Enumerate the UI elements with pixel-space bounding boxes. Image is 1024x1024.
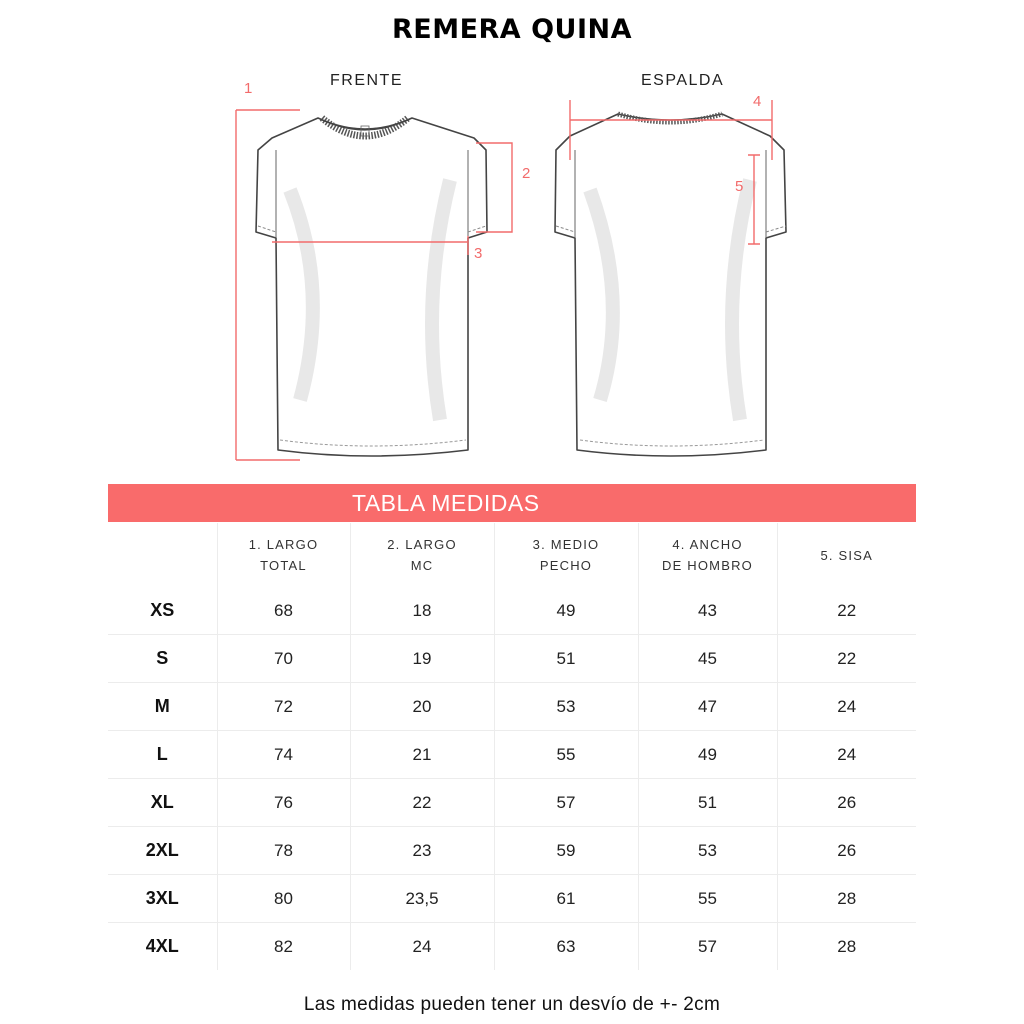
largo-mc-value: 20	[350, 683, 494, 731]
sisa-value: 22	[777, 635, 916, 683]
medio-pecho-value: 63	[494, 923, 638, 971]
largo-total-value: 80	[217, 875, 350, 923]
sisa-value: 26	[777, 827, 916, 875]
medio-pecho-value: 53	[494, 683, 638, 731]
table-header-row	[108, 523, 916, 587]
size-label: L	[156, 744, 168, 764]
back-view-label: ESPALDA	[641, 72, 725, 89]
header-ancho-hombro: 4. ANCHO DE HOMBRO	[638, 523, 777, 587]
header-size	[108, 523, 217, 587]
largo-total-value: 70	[217, 635, 350, 683]
sisa-value: 24	[777, 731, 916, 779]
table-banner	[108, 484, 916, 522]
tshirt-diagram	[0, 0, 1024, 480]
largo-total-value: 68	[217, 587, 350, 635]
marker-3: 3	[474, 245, 483, 262]
header-sisa: 5. SISA	[777, 523, 916, 587]
ancho-hombro-value: 55	[638, 875, 777, 923]
marker-4: 4	[753, 93, 762, 110]
sisa-value: 24	[777, 683, 916, 731]
largo-mc-value: 18	[350, 587, 494, 635]
header-largo-mc: 2. LARGO MC	[350, 523, 494, 587]
table-row	[108, 731, 916, 779]
tolerance-footnote: Las medidas pueden tener un desvío de +- 2cm	[303, 994, 721, 1015]
back-tshirt-drawing	[555, 114, 786, 456]
largo-mc-value: 23	[350, 827, 494, 875]
size-label: S	[156, 648, 169, 668]
size-label: XS	[150, 600, 175, 620]
header-medio-pecho: 3. MEDIO PECHO	[494, 523, 638, 587]
largo-total-value: 74	[217, 731, 350, 779]
size-label: 4XL	[145, 936, 179, 956]
medio-pecho-value: 57	[494, 779, 638, 827]
size-label: 2XL	[145, 840, 179, 860]
marker-1: 1	[244, 80, 253, 97]
sisa-value: 26	[777, 779, 916, 827]
sisa-value: 28	[777, 923, 916, 971]
table-row	[108, 827, 916, 875]
medio-pecho-value: 55	[494, 731, 638, 779]
size-label: 3XL	[145, 888, 179, 908]
size-label: M	[154, 696, 170, 716]
ancho-hombro-value: 45	[638, 635, 777, 683]
table-row	[108, 683, 916, 731]
table-row	[108, 635, 916, 683]
table-row	[108, 779, 916, 827]
medio-pecho-value: 49	[494, 587, 638, 635]
medio-pecho-value: 61	[494, 875, 638, 923]
size-label: XL	[150, 792, 174, 812]
largo-mc-value: 23,5	[350, 875, 494, 923]
ancho-hombro-value: 49	[638, 731, 777, 779]
ancho-hombro-value: 51	[638, 779, 777, 827]
ancho-hombro-value: 43	[638, 587, 777, 635]
page-title: REMERA QUINA	[391, 14, 633, 45]
size-table	[108, 523, 916, 970]
largo-mc-value: 24	[350, 923, 494, 971]
table-row	[108, 587, 916, 635]
largo-mc-value: 21	[350, 731, 494, 779]
header-largo-total: 1. LARGO TOTAL	[217, 523, 350, 587]
table-banner-title: TABLA MEDIDAS	[352, 490, 540, 516]
table-row	[108, 923, 916, 971]
front-view-label: FRENTE	[330, 72, 403, 89]
medio-pecho-value: 59	[494, 827, 638, 875]
ancho-hombro-value: 47	[638, 683, 777, 731]
ancho-hombro-value: 57	[638, 923, 777, 971]
marker-2: 2	[522, 165, 531, 182]
ancho-hombro-value: 53	[638, 827, 777, 875]
sisa-value: 28	[777, 875, 916, 923]
largo-mc-value: 19	[350, 635, 494, 683]
largo-total-value: 82	[217, 923, 350, 971]
largo-total-value: 78	[217, 827, 350, 875]
sisa-value: 22	[777, 587, 916, 635]
medio-pecho-value: 51	[494, 635, 638, 683]
largo-total-value: 72	[217, 683, 350, 731]
marker-5: 5	[735, 178, 744, 195]
largo-total-value: 76	[217, 779, 350, 827]
largo-mc-value: 22	[350, 779, 494, 827]
front-tshirt-drawing	[256, 118, 487, 456]
table-row	[108, 875, 916, 923]
